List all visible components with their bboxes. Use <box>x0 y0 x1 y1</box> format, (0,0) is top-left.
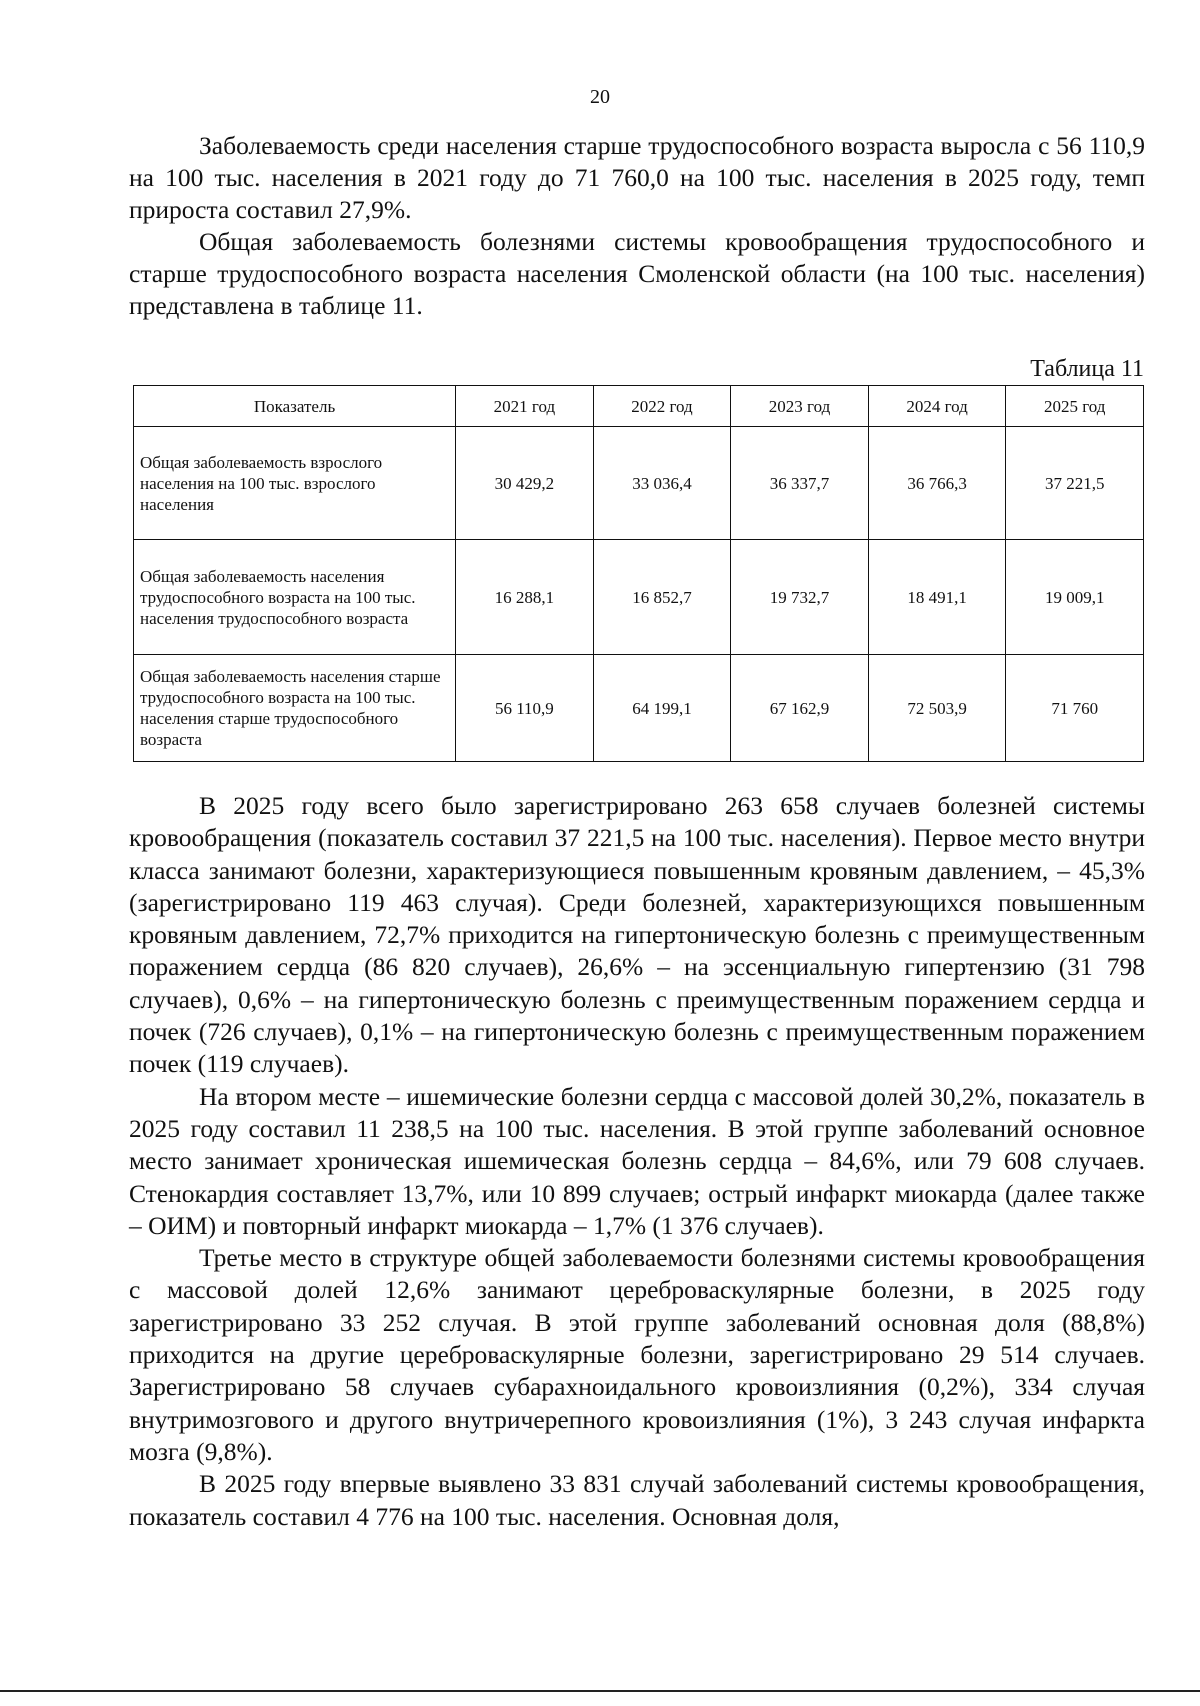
header-2024: 2024 год <box>868 386 1006 427</box>
paragraph-cerebrovascular: Третье место в структуре общей заболеваемости болезнями системы кровообращения с массовой долей 12,6% занимают цереброваскулярные болезни, в 2025 году зарегистрировано 33 252 случая. В этой группе заболеваний основная доля (88,8%) приходится на другие цереброваскулярные болезни, зарегистрировано 29 514 случаев. Зарегистрировано 58 случаев субарахноидального кровоизлияния (0,2%), 334 случая внутримозгового и другого внутричерепного кровоизлияния (1%), 3 243 случая инфаркта мозга (9,8%). <box>129 1243 1145 1466</box>
table-cell: 16 852,7 <box>593 540 731 655</box>
paragraph-ischemic: На втором месте – ишемические болезни сердца с массовой долей 30,2%, показатель в 2025 году составил 11 238,5 на 100 тыс. населения. В этой группе заболеваний основное место занимает хроническая ишемическая болезнь сердца – 84,6%, или 79 608 случаев. Стенокардия составляет 13,7%, или 10 899 случаев; острый инфаркт миокарда (далее также – ОИМ) и повторный инфаркт миокарда – 1,7% (1 376 случаев). <box>129 1081 1145 1240</box>
table-cell: 33 036,4 <box>593 427 731 540</box>
paragraph-intro-elderly: Заболеваемость среди населения старше трудоспособного возраста выросла с 56 110,9 на 100 тыс. населения в 2021 году до 71 760,0 на 100 тыс. населения в 2025 году, темп прироста составил 27,9%. <box>129 131 1145 224</box>
page-number: 20 <box>590 86 610 108</box>
table-cell: 64 199,1 <box>593 655 731 762</box>
table-cell: 30 429,2 <box>456 427 594 540</box>
paragraph-hypertension: В 2025 году всего было зарегистрировано 263 658 случаев болезней системы кровообращения (показатель составил 37 221,5 на 100 тыс. населения). Первое место внутри класса занимают болезни, характеризующиеся повышенным кровяным давлением, – 45,3% (зарегистрировано 119 463 случая). Среди болезней, характеризующихся повышенным кровяным давлением, 72,7% приходится на гипертоническую болезнь с преимущественным поражением сердца (86 820 случаев), 26,6% – на эссенциальную гипертензию (31 798 случаев), 0,6% – на гипертоническую болезнь с преимущественным поражением сердца и почек (726 случаев), 0,1% – на гипертоническую болезнь с преимущественным поражением почек (119 случаев). <box>129 791 1145 1079</box>
table-cell: 37 221,5 <box>1006 427 1144 540</box>
table-cell: 19 009,1 <box>1006 540 1144 655</box>
body-text <box>129 790 1145 1533</box>
table-cell: 36 766,3 <box>868 427 1006 540</box>
row-label: Общая заболеваемость взрослого населения на 100 тыс. взрослого населения <box>134 427 456 540</box>
table-cell: 67 162,9 <box>731 655 869 762</box>
table-row <box>134 540 1144 655</box>
header-2023: 2023 год <box>731 386 869 427</box>
table-cell: 36 337,7 <box>731 427 869 540</box>
row-label: Общая заболеваемость населения старше трудоспособного возраста на 100 тыс. населения старше трудоспособного возраста <box>134 655 456 762</box>
table-row <box>134 427 1144 540</box>
row-label: Общая заболеваемость населения трудоспособного возраста на 100 тыс. населения трудоспособного возраста <box>134 540 456 655</box>
table-cell: 71 760 <box>1006 655 1144 762</box>
table-cell: 56 110,9 <box>456 655 594 762</box>
table-cell: 16 288,1 <box>456 540 594 655</box>
table-cell: 18 491,1 <box>868 540 1006 655</box>
header-2022: 2022 год <box>593 386 731 427</box>
morbidity-table <box>133 385 1144 762</box>
header-indicator: Показатель <box>134 386 456 427</box>
paragraph-first-detected: В 2025 году впервые выявлено 33 831 случай заболеваний системы кровообращения, показатель составил 4 776 на 100 тыс. населения. Основная доля, <box>129 1469 1145 1531</box>
paragraph-table-reference: Общая заболеваемость болезнями системы кровообращения трудоспособного и старше трудоспособного возраста населения Смоленской области (на 100 тыс. населения) представлена в таблице 11. <box>129 227 1145 320</box>
table-row <box>134 655 1144 762</box>
header-2021: 2021 год <box>456 386 594 427</box>
table-cell: 19 732,7 <box>731 540 869 655</box>
bottom-rule <box>0 1690 1200 1692</box>
header-2025: 2025 год <box>1006 386 1144 427</box>
table-cell: 72 503,9 <box>868 655 1006 762</box>
table-header-row <box>134 386 1144 427</box>
table-caption: Таблица 11 <box>1030 356 1144 382</box>
